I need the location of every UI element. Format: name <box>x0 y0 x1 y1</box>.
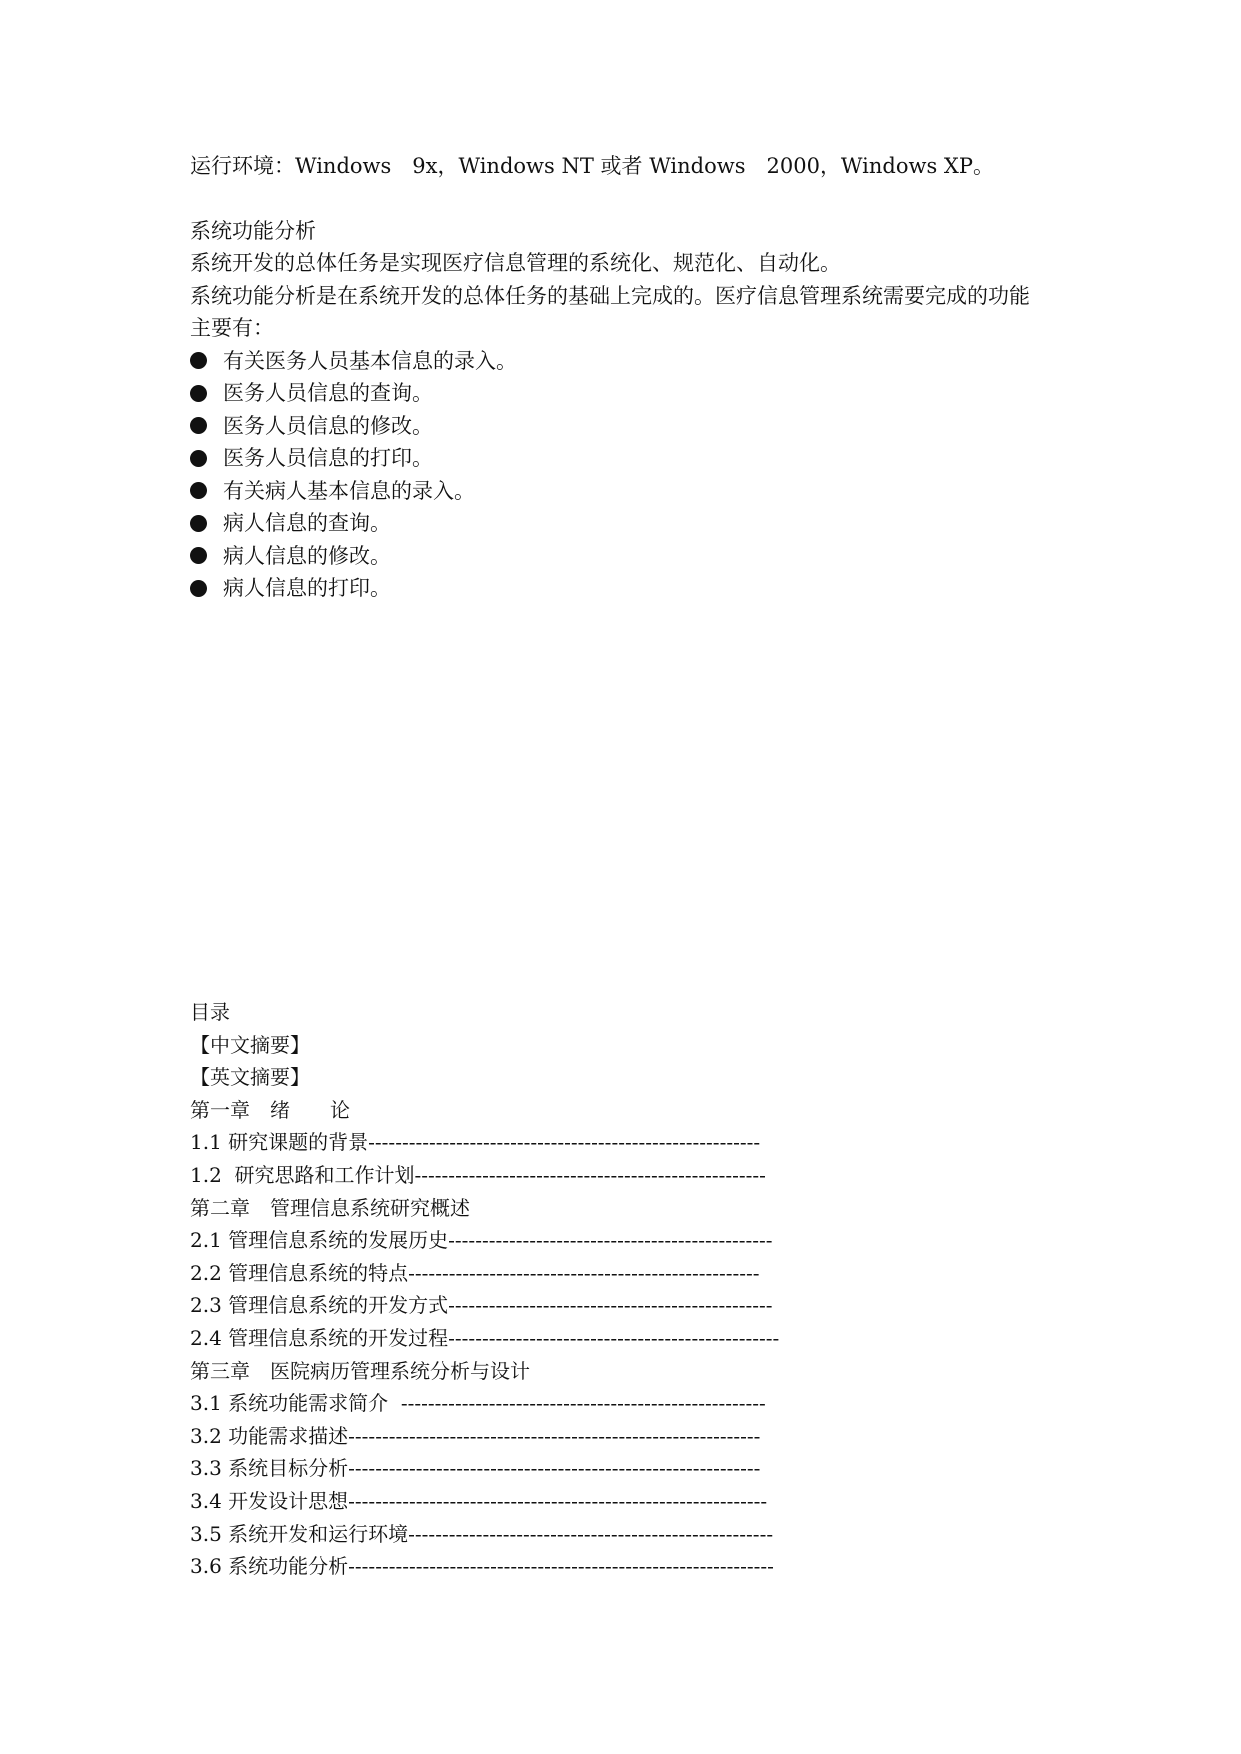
list-item <box>190 410 1070 443</box>
toc-entry: 3.1 系统功能需求简介 ------------------------------------------------------ <box>190 1391 766 1416</box>
section-heading: 系统功能分析 <box>190 218 316 243</box>
function-bullet-list <box>190 345 1070 605</box>
toc-entry: 第三章 医院病历管理系统分析与设计 <box>190 1358 530 1383</box>
list-item <box>190 442 1070 475</box>
bullet-text: 医务人员信息的查询。 <box>223 381 433 405</box>
bullet-text: 病人信息的查询。 <box>223 511 391 535</box>
document-body <box>190 150 1070 605</box>
toc-entry: 2.1 管理信息系统的发展历史------------------------------------------------ <box>190 1228 773 1253</box>
bullet-text: 有关病人基本信息的录入。 <box>223 478 475 503</box>
bullet-text: 病人信息的修改。 <box>223 543 391 568</box>
bullet-icon <box>190 417 207 434</box>
bullet-text: 病人信息的打印。 <box>223 576 391 600</box>
toc-entry: 2.2 管理信息系统的特点---------------------------------------------------- <box>190 1260 760 1285</box>
toc-entry: 2.4 管理信息系统的开发过程------------------------------------------------- <box>190 1325 780 1350</box>
bullet-text: 有关医务人员基本信息的录入。 <box>223 348 517 373</box>
bullet-icon <box>190 385 207 402</box>
bullet-icon <box>190 482 207 499</box>
toc-entry: 3.5 系统开发和运行环境------------------------------------------------------ <box>190 1521 774 1546</box>
toc-entry: 第一章 绪 论 <box>190 1097 350 1122</box>
toc-entry: 1.2 研究思路和工作计划---------------------------------------------------- <box>190 1162 766 1187</box>
table-of-contents <box>190 996 1070 1583</box>
toc-entry: 第二章 管理信息系统研究概述 <box>190 1195 470 1220</box>
section-paragraph-1: 系统开发的总体任务是实现医疗信息管理的系统化、规范化、自动化。 <box>190 251 841 275</box>
list-item <box>190 345 1070 378</box>
list-item <box>190 377 1070 410</box>
toc-entry: 3.2 功能需求描述------------------------------------------------------------- <box>190 1423 761 1448</box>
toc-entry: 【英文摘要】 <box>190 1065 310 1090</box>
bullet-text: 医务人员信息的修改。 <box>223 413 433 438</box>
toc-entry: 【中文摘要】 <box>190 1032 310 1057</box>
toc-title: 目录 <box>190 1000 230 1024</box>
toc-entry: 3.4 开发设计思想-------------------------------------------------------------- <box>190 1488 768 1513</box>
bullet-icon <box>190 450 207 467</box>
list-item <box>190 475 1070 508</box>
bullet-icon <box>190 547 207 564</box>
bullet-icon <box>190 515 207 532</box>
list-item <box>190 507 1070 540</box>
list-item <box>190 572 1070 605</box>
list-item <box>190 540 1070 573</box>
toc-entry: 2.3 管理信息系统的开发方式------------------------------------------------ <box>190 1293 773 1318</box>
run-environment-text: 运行环境：Windows 9x，Windows NT 或者 Windows 2000，Windows XP。 <box>190 154 994 178</box>
bullet-icon <box>190 580 207 597</box>
bullet-icon <box>190 352 207 369</box>
section-paragraph-2-line-2: 主要有： <box>190 316 274 340</box>
toc-entry: 3.3 系统目标分析------------------------------------------------------------- <box>190 1456 761 1481</box>
section-paragraph-2-line-1: 系统功能分析是在系统开发的总体任务的基础上完成的。医疗信息管理系统需要完成的功能 <box>190 283 1030 308</box>
toc-entry: 1.1 研究课题的背景---------------------------------------------------------- <box>190 1130 761 1155</box>
bullet-text: 医务人员信息的打印。 <box>223 446 433 470</box>
toc-entry: 3.6 系统功能分析--------------------------------------------------------------- <box>190 1554 774 1579</box>
